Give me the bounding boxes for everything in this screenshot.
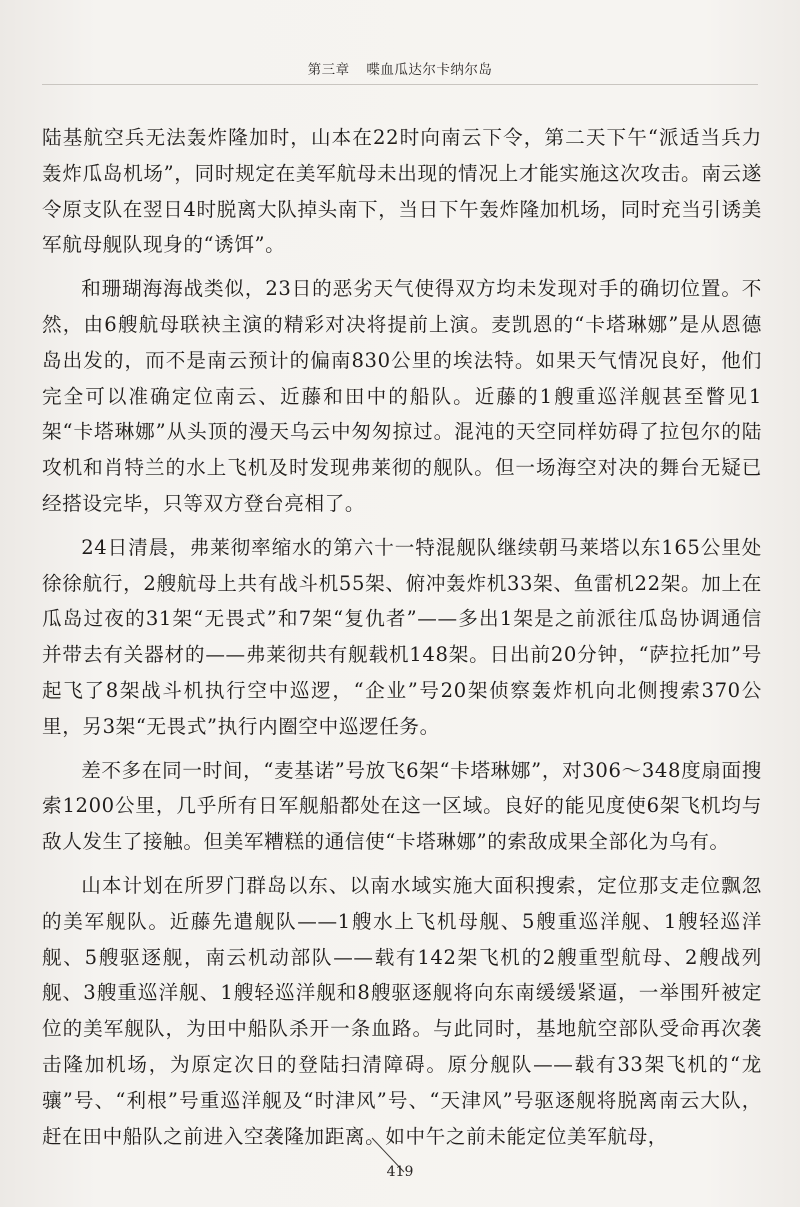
paragraph-5: 山本计划在所罗门群岛以东、以南水域实施大面积搜索，定位那支走位飘忽的美军舰队。近藤先遣舰队——1艘水上飞机母舰、5艘重巡洋舰、1艘轻巡洋舰、5艘驱逐舰，南云机动部队——载有142架飞机的2艘重型航母、2艘战列舰、3艘重巡洋舰、1艘轻巡洋舰和8艘驱逐舰将向东南缓缓紧逼，一举围歼被定位的美军舰队，为田中船队杀开一条血路。与此同时，基地航空部队受命再次袭击隆加机场，为原定次日的登陆扫清障碍。原分舰队——载有33架飞机的“龙骧”号、“利根”号重巡洋舰及“时津风”号、“天津风”号驱逐舰将脱离南云大队，赶在田中船队之前进入空袭隆加距离。如中午之前未能定位美军航母， <box>42 873 762 1148</box>
page-number: 419 <box>386 1164 414 1180</box>
chapter-number: 第三章 <box>307 62 350 78</box>
chapter-title: 喋血瓜达尔卡纳尔岛 <box>366 62 493 78</box>
paragraph-1: 陆基航空兵无法轰炸隆加时，山本在22时向南云下令，第二天下午“派适当兵力轰炸瓜岛机场”，同时规定在美军航母未出现的情况上才能实施这次攻击。南云遂令原支队在翌日4时脱离大队掉头南下，当日下午轰炸隆加机场，同时充当引诱美军航母舰队现身的“诱饵”。 <box>42 126 762 257</box>
paragraph-4: 差不多在同一时间，“麦基诺”号放飞6架“卡塔琳娜”，对306～348度扇面搜索1200公里，几乎所有日军舰船都处在这一区域。良好的能见度使6架飞机均与敌人发生了接触。但美军糟糕的通信使“卡塔琳娜”的索敌成果全部化为乌有。 <box>42 758 762 854</box>
paragraph-3: 24日清晨，弗莱彻率缩水的第六十一特混舰队继续朝马莱塔以东165公里处徐徐航行，2艘航母上共有战斗机55架、俯冲轰炸机33架、鱼雷机22架。加上在瓜岛过夜的31架“无畏式”和7架“复仇者”——多出1架是之前派往瓜岛协调通信并带去有关器材的——弗莱彻共有舰载机148架。日出前20分钟，“萨拉托加”号起飞了8架战斗机执行空中巡逻，“企业”号20架侦察轰炸机向北侧搜索370公里，另3架“无畏式”执行内圈空中巡逻任务。 <box>42 535 762 738</box>
body-text <box>42 120 762 1162</box>
running-head <box>0 58 800 78</box>
paragraph-2: 和珊瑚海海战类似，23日的恶劣天气使得双方均未发现对手的确切位置。不然，由6艘航母联袂主演的精彩对决将提前上演。麦凯恩的“卡塔琳娜”是从恩德岛出发的，而不是南云预计的偏南830公里的埃法特。如果天气情况良好，他们完全可以准确定位南云、近藤和田中的船队。近藤的1艘重巡洋舰甚至瞥见1架“卡塔琳娜”从头顶的漫天乌云中匆匆掠过。混沌的天空同样妨碍了拉包尔的陆攻机和肖特兰的水上飞机及时发现弗莱彻的舰队。但一场海空对决的舞台无疑已经搭设完毕，只等双方登台亮相了。 <box>42 277 762 515</box>
header-rule <box>42 84 758 85</box>
